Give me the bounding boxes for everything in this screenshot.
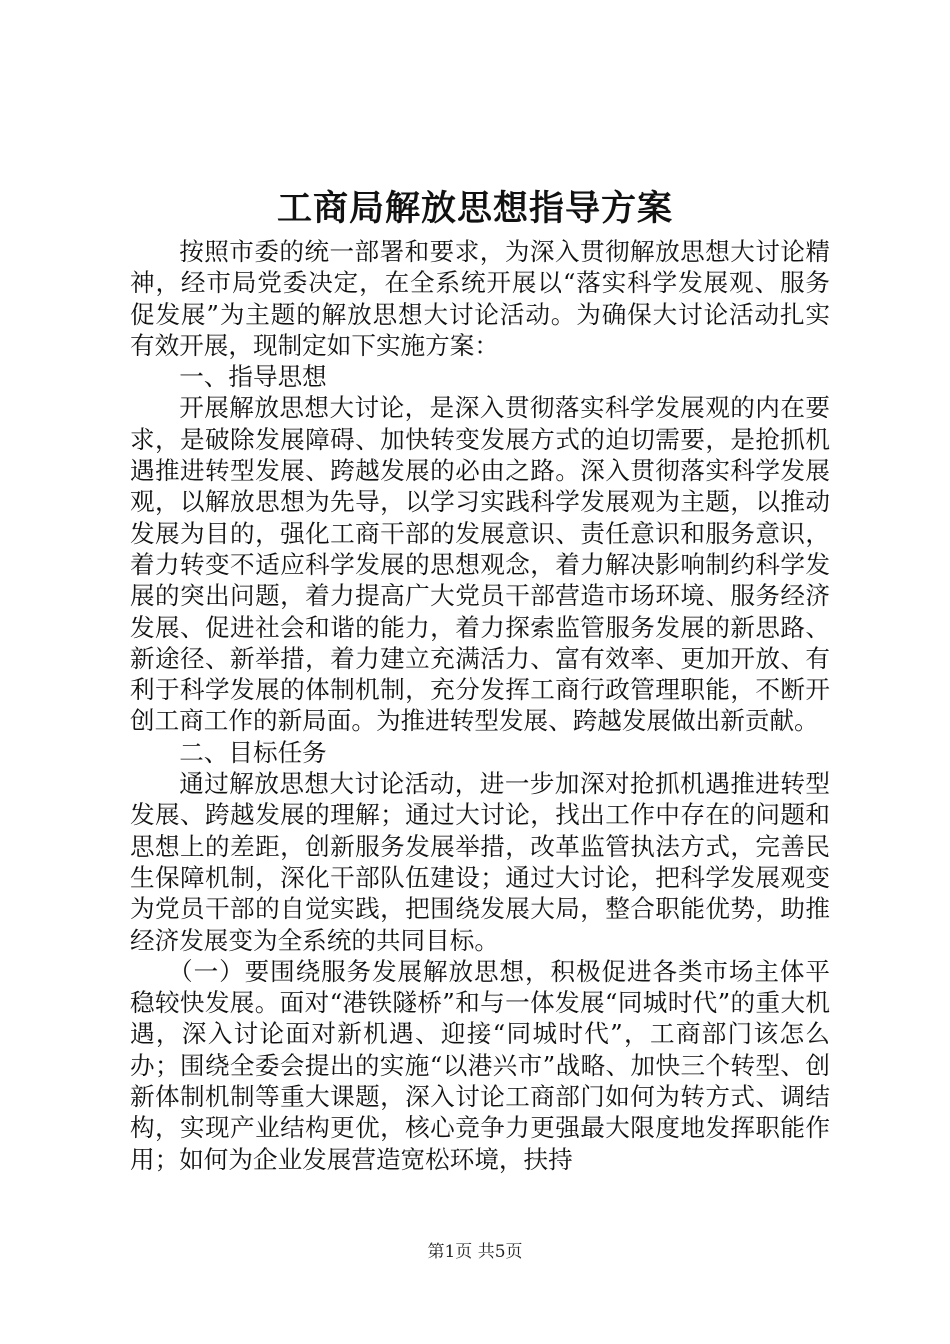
subitem-paragraph-1: （一）要围绕服务发展解放思想，积极促进各类市场主体平稳较快发展。面对“港铁隧桥”和与一体发展“同城时代”的重大机遇，深入讨论面对新机遇、迎接“同城时代”，工商部门该怎么办；围绕全委会提出的实施“以港兴市”战略、加快三个转型、创新体制机制等重大课题，深入讨论工商部门如何为转方式、调结构，实现产业结构更优，核心竞争力更强最大限度地发挥职能作用；如何为企业发展营造宽松环境，扶持	[130, 956, 830, 1174]
document-title: 工商局解放思想指导方案	[276, 188, 673, 229]
section-heading-goals: 二、目标任务	[179, 737, 327, 767]
goals-paragraph: 通过解放思想大讨论活动，进一步加深对抢抓机遇推进转型发展、跨越发展的理解；通过大讨论，找出工作中存在的问题和思想上的差距，创新服务发展举措，改革监管执法方式，完善民生保障机制，深化干部队伍建设；通过大讨论，把科学发展观变为党员干部的自觉实践，把围绕发展大局，整合职能优势，助推经济发展变为全系统的共同目标。	[130, 769, 830, 955]
section-heading-guiding-thought: 一、指导思想	[179, 362, 327, 392]
guiding-thought-paragraph: 开展解放思想大讨论，是深入贯彻落实科学发展观的内在要求，是破除发展障碍、加快转变发展方式的迫切需要，是抢抓机遇推进转型发展、跨越发展的必由之路。深入贯彻落实科学发展观，以解放思想为先导，以学习实践科学发展观为主题，以推动发展为目的，强化工商干部的发展意识、责任意识和服务意识，着力转变不适应科学发展的思想观念，着力解决影响制约科学发展的突出问题，着力提高广大党员干部营造市场环境、服务经济发展、促进社会和谐的能力，着力探索监管服务发展的新思路、新途径、新举措，着力建立充满活力、富有效率、更加开放、有利于科学发展的体制机制，充分发挥工商行政管理职能，不断开创工商工作的新局面。为推进转型发展、跨越发展做出新贡献。	[130, 393, 830, 736]
document-body	[130, 236, 830, 1175]
page-number-footer: 第1页 共5页	[427, 1242, 523, 1262]
intro-paragraph: 按照市委的统一部署和要求，为深入贯彻解放思想大讨论精神，经市局党委决定，在全系统开展以“落实科学发展观、服务促发展”为主题的解放思想大讨论活动。为确保大讨论活动扎实有效开展，现制定如下实施方案：	[130, 237, 830, 360]
